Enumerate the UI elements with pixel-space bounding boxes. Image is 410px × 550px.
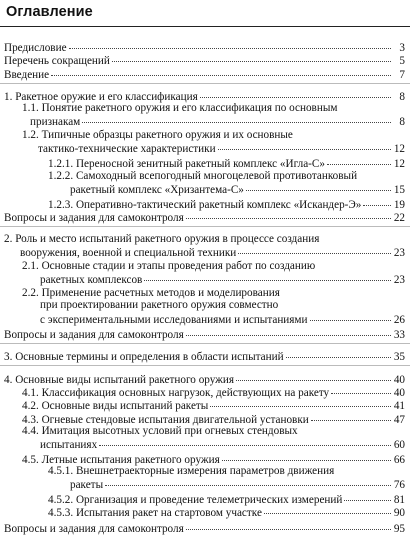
toc-page-number: 40 bbox=[393, 387, 405, 399]
toc-entry[interactable] bbox=[0, 67, 410, 81]
toc-entry-text: Вопросы и задания для самоконтроля bbox=[4, 212, 184, 224]
toc-entry[interactable] bbox=[0, 505, 410, 519]
toc-entry[interactable] bbox=[0, 425, 410, 452]
section-divider bbox=[0, 226, 410, 227]
dot-leader bbox=[186, 325, 391, 336]
toc-entry-text: 1.2.1. Переносной зенитный ракетный комплекс «Игла-С» bbox=[48, 158, 325, 170]
toc-entry[interactable] bbox=[0, 102, 410, 129]
toc-page-number: 7 bbox=[399, 69, 405, 81]
toc-entry-text: 1. Ракетное оружие и его классификация bbox=[4, 91, 198, 103]
toc-entry-text: 1.2.2. Самоходный всепогодный многоцелевой противотанковый bbox=[48, 170, 358, 182]
dot-leader bbox=[344, 490, 391, 501]
toc-entry-text: 4.5. Летные испытания ракетного оружия bbox=[22, 454, 220, 466]
toc-page-number: 26 bbox=[393, 313, 405, 326]
toc-entry-text: ракетный комплекс «Хризантема-С» bbox=[70, 184, 244, 197]
toc-entry-text: 4.5.3. Испытания ракет на стартовом участке bbox=[48, 507, 262, 519]
dot-leader bbox=[144, 270, 391, 281]
dot-leader bbox=[286, 347, 391, 358]
dot-leader bbox=[363, 195, 391, 206]
toc-entry-text: 1.2. Типичные образцы ракетного оружия и их основные bbox=[22, 129, 293, 141]
toc-page-number: 35 bbox=[393, 351, 405, 363]
dot-leader bbox=[186, 208, 391, 219]
toc-page-number: 60 bbox=[393, 439, 405, 452]
toc-page-number: 19 bbox=[393, 199, 405, 211]
toc-page-number: 81 bbox=[393, 494, 405, 506]
toc-entry[interactable] bbox=[0, 287, 410, 326]
toc-page-number: 23 bbox=[393, 274, 405, 287]
toc-entry-text: с экспериментальными исследованиями и испытаниями bbox=[40, 313, 308, 326]
page-title: Оглавление bbox=[6, 4, 93, 20]
section-divider bbox=[0, 365, 410, 366]
dot-leader bbox=[186, 519, 391, 530]
toc-entry-text: 4. Основные виды испытаний ракетного оружия bbox=[4, 374, 235, 386]
toc-entry-text: тактико-технические характеристики bbox=[38, 143, 216, 156]
dot-leader bbox=[238, 243, 391, 254]
toc-entry[interactable] bbox=[0, 210, 410, 224]
toc-page-number: 90 bbox=[393, 507, 405, 519]
toc-entry-text: 2.2. Применение расчетных методов и моделирования bbox=[22, 287, 280, 299]
toc-entry[interactable] bbox=[0, 129, 410, 156]
toc-entry-text: ракетных комплексов bbox=[40, 274, 143, 287]
toc-page-number: 3 bbox=[399, 42, 405, 54]
dot-leader bbox=[82, 112, 391, 123]
toc-entry-text: 4.3. Огневые стендовые испытания двигательной установки bbox=[22, 414, 309, 426]
toc-entry[interactable] bbox=[0, 465, 410, 492]
toc-entry-text: 3. Основные термины и определения в области испытаний bbox=[4, 351, 284, 363]
toc-entry-text: 2. Роль и место испытаний ракетного оружия в процессе создания bbox=[4, 233, 320, 245]
toc-page-number: 47 bbox=[393, 414, 405, 426]
toc-page-number: 22 bbox=[393, 212, 405, 224]
toc-entry-text: 4.5.1. Внешнетраекторные измерения параметров движения bbox=[48, 465, 335, 477]
toc-entry-text: испытаниях bbox=[40, 439, 98, 452]
dot-leader bbox=[222, 450, 391, 461]
dot-leader bbox=[51, 65, 391, 76]
dot-leader bbox=[264, 503, 391, 514]
toc-page-number: 23 bbox=[393, 247, 405, 260]
toc-page-number: 8 bbox=[399, 91, 405, 103]
toc-entry-text: Вопросы и задания для самоконтроля bbox=[4, 329, 184, 341]
title-rule bbox=[0, 26, 410, 27]
toc-entry[interactable] bbox=[0, 233, 410, 260]
toc-entry[interactable] bbox=[0, 260, 410, 287]
toc-entry-text: признакам bbox=[30, 116, 81, 129]
dot-leader bbox=[200, 87, 391, 98]
toc-entry-text: Вопросы и задания для самоконтроля bbox=[4, 523, 184, 535]
toc-page-number: 12 bbox=[393, 158, 405, 170]
toc-page-number: 76 bbox=[393, 479, 405, 492]
toc-page-number: 8 bbox=[399, 116, 405, 129]
toc-page-number: 12 bbox=[393, 143, 405, 156]
toc-page-number: 5 bbox=[399, 55, 405, 67]
toc-page-number: 15 bbox=[393, 184, 405, 197]
toc-page-number: 41 bbox=[393, 400, 405, 412]
toc-entry-text: Перечень сокращений bbox=[4, 55, 110, 67]
toc-entry-text: 2.1. Основные стадии и этапы проведения работ по созданию bbox=[22, 260, 316, 272]
toc-page-number: 66 bbox=[393, 454, 405, 466]
toc-entry-text: Введение bbox=[4, 69, 50, 81]
toc-entry-text: 4.4. Имитация высотных условий при огневых стендовых bbox=[22, 425, 298, 437]
toc-entry-text: 4.1. Классификация основных нагрузок, действующих на ракету bbox=[22, 387, 330, 399]
dot-leader bbox=[310, 310, 391, 321]
dot-leader bbox=[210, 396, 391, 407]
toc-entry-text: при проектировании ракетного оружия совместно bbox=[40, 299, 279, 312]
toc-entry[interactable] bbox=[0, 170, 410, 197]
dot-leader bbox=[327, 154, 391, 165]
toc-entry[interactable] bbox=[0, 156, 410, 170]
section-divider bbox=[0, 343, 410, 344]
toc-entry-text: Предисловие bbox=[4, 42, 67, 54]
toc-entry[interactable] bbox=[0, 349, 410, 363]
toc-entry[interactable] bbox=[0, 521, 410, 535]
toc-entry-text: 4.2. Основные виды испытаний ракеты bbox=[22, 400, 209, 412]
toc-entry-text: 1.2.3. Оперативно-тактический ракетный комплекс «Искандер-Э» bbox=[48, 199, 362, 211]
toc-entry-text: 4.5.2. Организация и проведение телеметрических измерений bbox=[48, 494, 343, 506]
dot-leader bbox=[218, 139, 391, 150]
dot-leader bbox=[112, 51, 391, 62]
dot-leader bbox=[236, 370, 391, 381]
toc-page-number: 40 bbox=[393, 374, 405, 386]
section-divider bbox=[0, 83, 410, 84]
dot-leader bbox=[105, 475, 391, 486]
dot-leader bbox=[246, 180, 391, 191]
toc-entry-text: вооружения, военной и специальной техники bbox=[20, 247, 237, 260]
toc-page-number: 95 bbox=[393, 523, 405, 535]
toc-page-number: 33 bbox=[393, 329, 405, 341]
dot-leader bbox=[311, 410, 391, 421]
dot-leader bbox=[331, 383, 391, 394]
toc-entry-text: 1.1. Понятие ракетного оружия и его классификация по основным bbox=[22, 102, 338, 114]
dot-leader bbox=[69, 38, 391, 49]
dot-leader bbox=[99, 435, 391, 446]
toc-entry-text: ракеты bbox=[70, 479, 104, 492]
toc-entry[interactable] bbox=[0, 327, 410, 341]
